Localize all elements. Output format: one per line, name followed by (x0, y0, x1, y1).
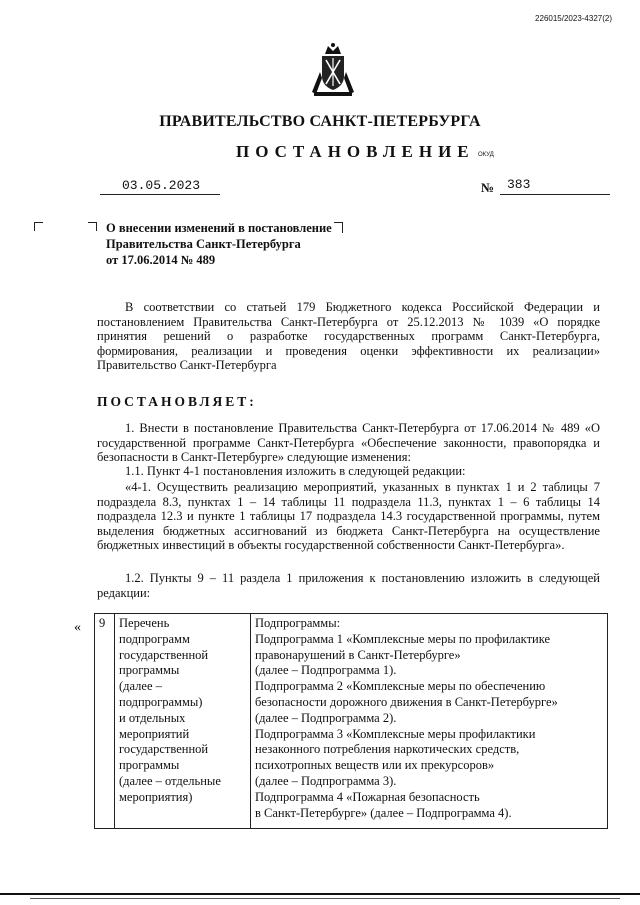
label-line: (далее – отдельные (119, 773, 221, 788)
label-line: программы (119, 663, 180, 678)
number-sign: № (481, 180, 495, 195)
label-line: государственной (119, 647, 209, 662)
row-label-cell (115, 614, 251, 829)
resolves-heading: ПОСТАНОВЛЯЕТ: (97, 394, 257, 409)
label-line: (далее – (119, 679, 162, 694)
subject-corner-mark (334, 222, 343, 233)
document-title: ПОСТАНОВЛЕНИЕ (236, 142, 475, 161)
row-content-cell (251, 614, 608, 829)
okud-label: ОКУД (478, 152, 494, 158)
content-line: правонарушений в Санкт-Петербурге» (255, 647, 461, 662)
subject-line: О внесении изменений в постановление (106, 221, 332, 235)
label-line: государственной (119, 742, 209, 757)
label-line: программы (119, 758, 180, 773)
label-line: подпрограмм (119, 631, 190, 646)
content-line: (далее – Подпрограмма 1). (255, 663, 397, 678)
subject-line: от 17.06.2014 № 489 (106, 253, 216, 267)
content-line: Подпрограмма 2 «Комплексные меры по обеспечению (255, 679, 546, 694)
document-number: 383 (507, 177, 531, 192)
opening-quote: « (74, 620, 81, 635)
item-4-1-paragraph: «4-1. Осуществить реализацию мероприятий, указанных в пунктах 1 и 2 таблицы 7 подраздела 8.3, пунктах 1 – 14 таблицы 11 подраздела 11.3, пунктах 1 – 6 таблицы 14 подраздела 12.3 и пункте 1 таблицы 17 подраздела 14.3 государственной программы, путем выделения бюджетных ассигнований из бюджета Санкт-Петербурга на осуществление бюджетных инвестиций в объекты государственной собственности Санкт-Петербурга». (97, 480, 600, 552)
bottom-rule (0, 893, 640, 895)
government-heading: ПРАВИТЕЛЬСТВО САНКТ-ПЕТЕРБУРГА (159, 113, 481, 130)
subject-corner-mark (88, 222, 97, 231)
number-underline (500, 194, 610, 195)
content-line: Подпрограммы: (255, 616, 341, 630)
label-line: Перечень (119, 616, 170, 630)
document-date: 03.05.2023 (122, 178, 201, 193)
content-line: психотропных веществ или их прекурсоров» (255, 758, 495, 773)
subject-corner-mark (34, 222, 43, 231)
table-row (95, 614, 608, 829)
preamble-paragraph: В соответствии со статьей 179 Бюджетного кодекса Российской Федерации и постановлением Правительства Санкт-Петербурга от 25.12.2013 № 1039 «О порядке принятия решений о разработке государственных программ Санкт-Петербурга, формирования, реализации и проведения оценки эффективности их реализации» Правительство Санкт-Петербурга (97, 300, 600, 372)
subject-block (106, 220, 332, 268)
item-1-paragraph: 1. Внести в постановление Правительства Санкт-Петербурга от 17.06.2014 № 489 «О государственной программе Санкт-Петербурга «Обеспечение законности, правопорядка и безопасности в Санкт-Петербурге» следующие изменения: (97, 421, 600, 464)
subject-line: Правительства Санкт-Петербурга (106, 237, 301, 251)
content-line: безопасности дорожного движения в Санкт-Петербурге» (255, 694, 558, 709)
content-line: Подпрограмма 4 «Пожарная безопасность (255, 789, 480, 804)
coat-of-arms-emblem-icon (308, 42, 358, 98)
row-number-cell: 9 (95, 614, 115, 829)
content-line: (далее – Подпрограмма 2). (255, 710, 397, 725)
content-line: незаконного потребления наркотических средств, (255, 742, 520, 757)
date-underline (100, 194, 220, 195)
bottom-rule (30, 898, 620, 899)
content-line: (далее – Подпрограмма 3). (255, 773, 397, 788)
amendment-table (94, 613, 608, 829)
label-line: мероприятия) (119, 789, 193, 804)
label-line: и отдельных (119, 710, 186, 725)
item-1-2-paragraph: 1.2. Пункты 9 – 11 раздела 1 приложения к постановлению изложить в следующей редакции: (97, 571, 600, 600)
label-line: мероприятий (119, 726, 190, 741)
content-line: Подпрограмма 1 «Комплексные меры по профилактике (255, 631, 551, 646)
item-1-1-paragraph: 1.1. Пункт 4-1 постановления изложить в следующей редакции: (125, 464, 466, 478)
content-line: в Санкт-Петербурге» (далее – Подпрограмма 4). (255, 805, 512, 820)
document-registration-number: 226015/2023-4327(2) (535, 14, 612, 23)
label-line: подпрограммы) (119, 694, 203, 709)
content-line: Подпрограмма 3 «Комплексные меры профилактики (255, 726, 536, 741)
